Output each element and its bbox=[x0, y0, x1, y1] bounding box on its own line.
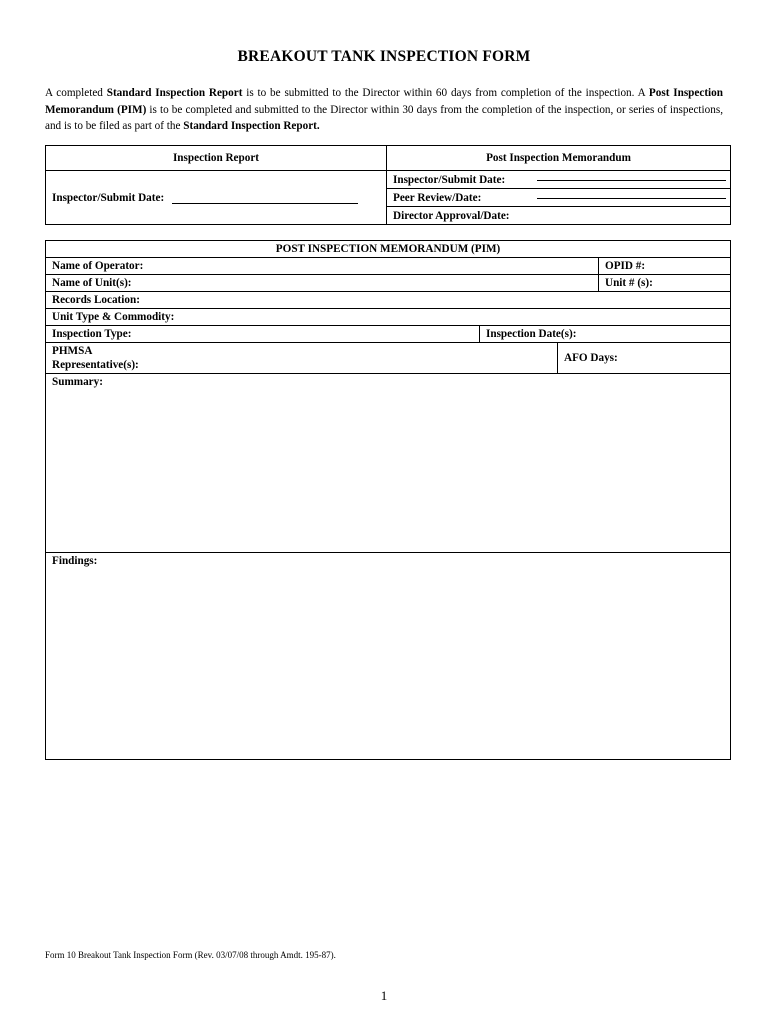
peer-review-row bbox=[387, 189, 730, 207]
director-approval-label: Director Approval/Date: bbox=[393, 209, 510, 222]
opid-field[interactable]: OPID #: bbox=[599, 258, 731, 275]
intro-bold-1: Standard Inspection Report bbox=[106, 87, 243, 99]
pim-signatures-cell bbox=[387, 171, 731, 225]
unit-type-commodity-field[interactable]: Unit Type & Commodity: bbox=[46, 309, 731, 326]
director-approval-row bbox=[387, 207, 730, 224]
signature-table bbox=[45, 145, 731, 225]
summary-field[interactable]: Summary: bbox=[46, 374, 731, 553]
intro-paragraph bbox=[45, 85, 723, 135]
form-footer: Form 10 Breakout Tank Inspection Form (Rev. 03/07/08 through Amdt. 195-87). bbox=[45, 950, 336, 960]
inspector-submit-field-right[interactable] bbox=[537, 171, 726, 181]
intro-bold-3: Standard Inspection Report. bbox=[183, 120, 320, 132]
inspector-submit-label-left: Inspector/Submit Date: bbox=[52, 191, 165, 204]
representatives-label: Representative(s): bbox=[52, 359, 139, 371]
inspection-report-submit-cell bbox=[46, 171, 387, 225]
inspection-report-header: Inspection Report bbox=[46, 146, 387, 171]
pim-table-header: POST INSPECTION MEMORANDUM (PIM) bbox=[46, 241, 731, 258]
peer-review-label: Peer Review/Date: bbox=[393, 191, 482, 204]
peer-review-field[interactable] bbox=[537, 189, 726, 199]
name-of-operator-field[interactable]: Name of Operator: bbox=[46, 258, 599, 275]
director-approval-field[interactable] bbox=[537, 207, 730, 224]
pim-header-cell: Post Inspection Memorandum bbox=[387, 146, 731, 171]
inspection-type-field[interactable]: Inspection Type: bbox=[46, 326, 480, 343]
unit-numbers-field[interactable]: Unit # (s): bbox=[599, 275, 731, 292]
page-number: 1 bbox=[380, 988, 388, 1003]
pim-inspector-row bbox=[387, 171, 730, 189]
records-location-field[interactable]: Records Location: bbox=[46, 292, 731, 309]
findings-field[interactable]: Findings: bbox=[46, 553, 731, 760]
intro-bold-2: Post Inspection Memorandum (PIM) bbox=[45, 87, 723, 116]
inspector-submit-label-right: Inspector/Submit Date: bbox=[393, 173, 506, 186]
form-title: BREAKOUT TANK INSPECTION FORM bbox=[237, 48, 531, 65]
intro-text-3: is to be completed and submitted to the Director within 30 days from the completion of the inspection, or series of inspections, and is to be filed as part of the bbox=[45, 103, 723, 132]
inspector-submit-field-left[interactable] bbox=[172, 193, 358, 204]
phmsa-representatives-field[interactable] bbox=[46, 343, 558, 374]
intro-text-2: is to be submitted to the Director within 60 days from completion of the inspection. A bbox=[242, 87, 649, 99]
pim-table bbox=[45, 240, 731, 760]
intro-text-1: A completed bbox=[45, 87, 107, 99]
phmsa-label: PHMSA bbox=[52, 345, 93, 357]
name-of-units-field[interactable]: Name of Unit(s): bbox=[46, 275, 599, 292]
afo-days-field[interactable]: AFO Days: bbox=[558, 343, 731, 374]
inspection-dates-field[interactable]: Inspection Date(s): bbox=[480, 326, 731, 343]
